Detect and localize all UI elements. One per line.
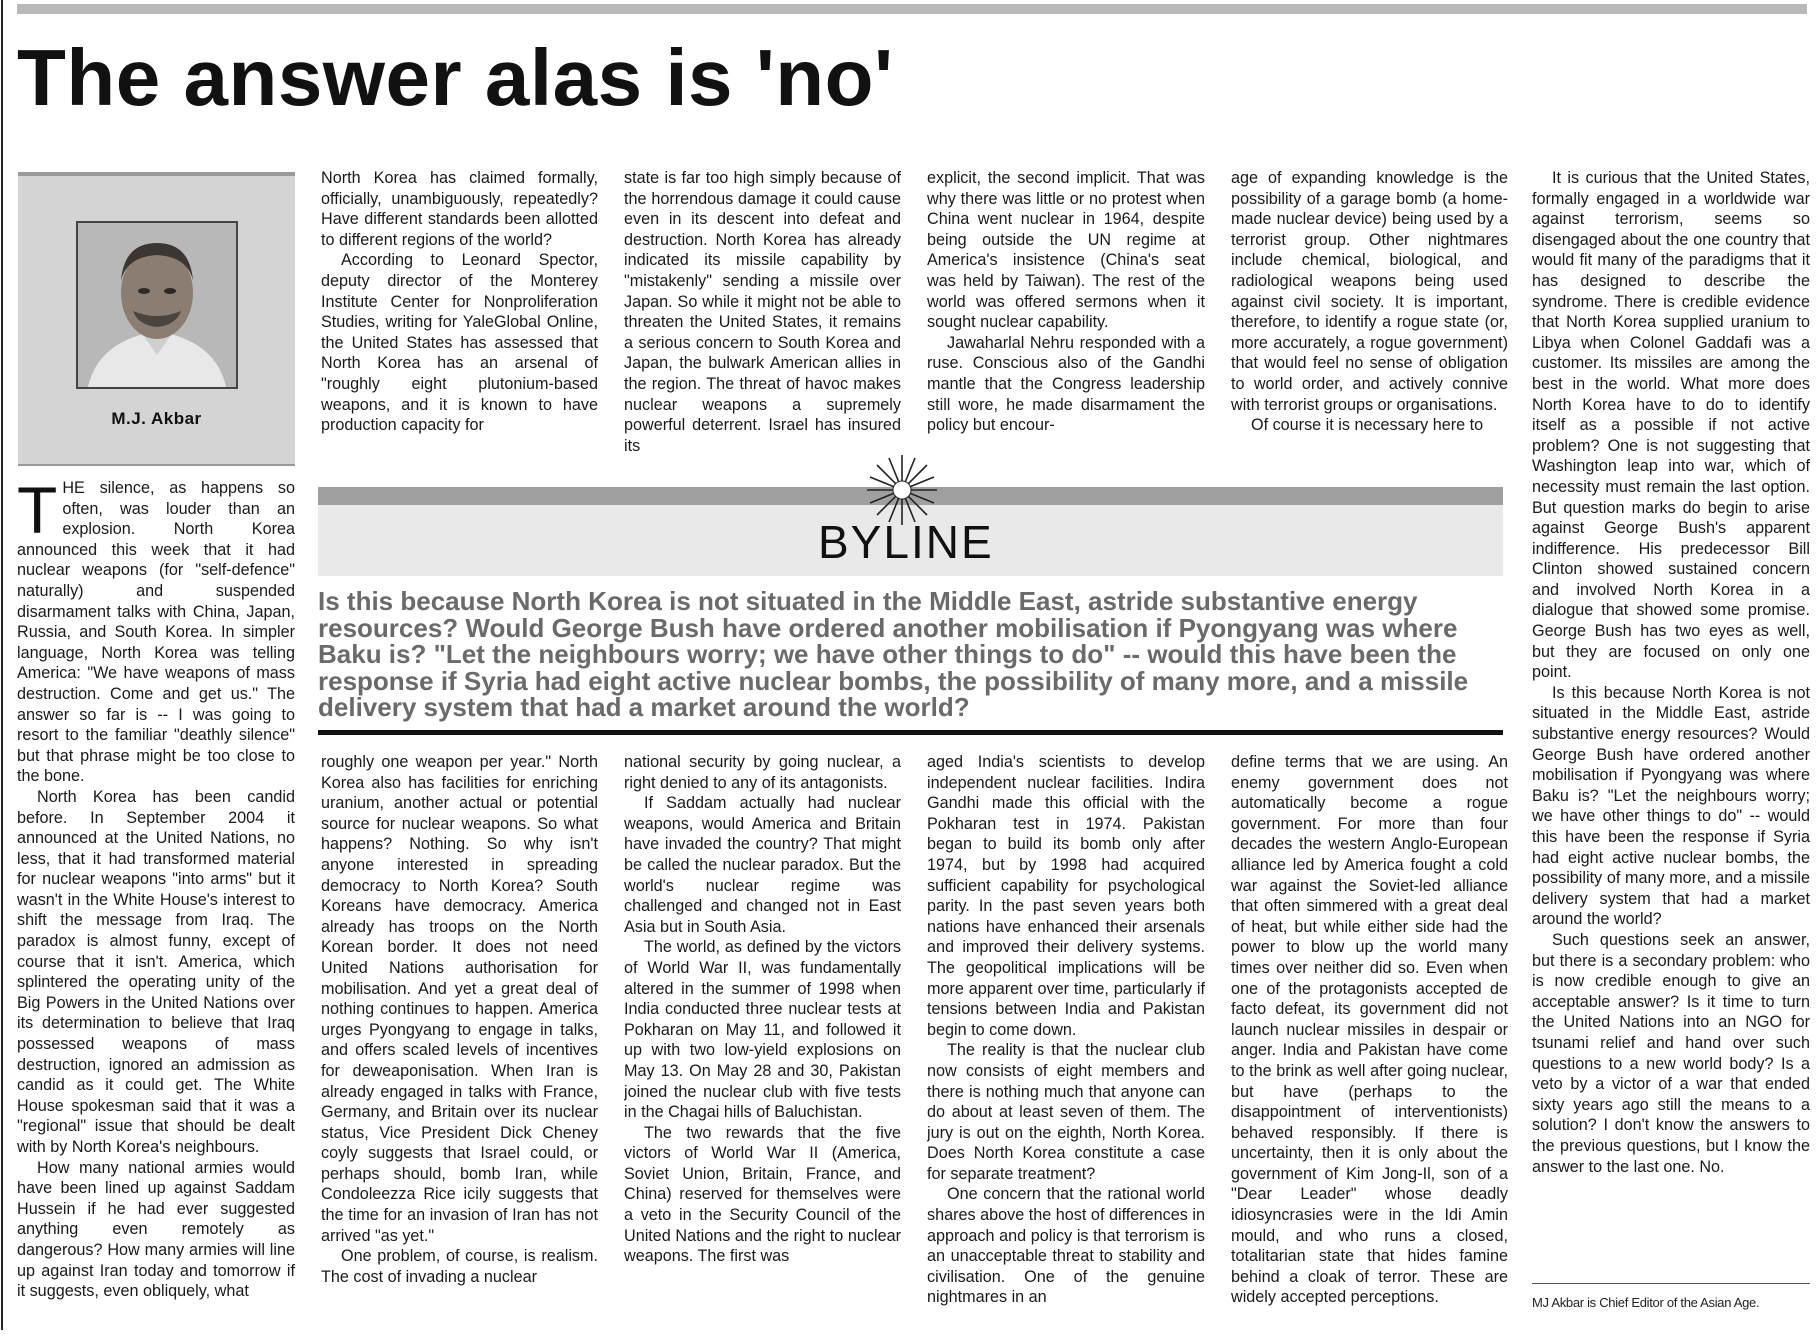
- column-3-bottom: [624, 752, 901, 1330]
- pull-quote-rule: [318, 730, 1503, 735]
- col4-top-paragraph-1: explicit, the second implicit. That was why there was little or no protest when China went nuclear in 1964, despite being outside the UN regime at America's insistence (China's seat was held by Taiwan). The rest of the world was offered sermons when it sought nuclear capability.: [927, 169, 1205, 332]
- col2-bottom-paragraph-1: roughly one weapon per year." North Korea also has facilities for enriching uranium, another actual or potential source for nuclear weapons. So what happens? Nothing. So why isn't anyone interested in spreading democracy to North Korea? South Koreans have democracy. America already has troops on the North Korean border. It does not need United Nations authorisation for mobilisation. And yet a great deal of nothing continues to happen. America urges Pyongyang to engage in talks, and offers scaled levels of incentives for deweaponisation. When Iran is already engaged in talks with France, Germany, and Britain over its nuclear status, Vice President Dick Cheney coyly suggests that Israel could, or perhaps should, bomb Iran, while Condoleezza Rice icily suggests that the time for an invasion of Iran has not arrived "as yet.": [321, 753, 598, 1245]
- author-photo-illustration: [78, 223, 236, 387]
- column-2-top: [321, 168, 598, 458]
- column-4-top: [927, 168, 1205, 458]
- byline-label: BYLINE: [818, 516, 994, 568]
- column-1: [17, 478, 295, 1328]
- col4-bottom-paragraph-3: One concern that the rational world shares above the host of differences in approach and policy is that terrorism is an unacceptable threat to stability and civilisation. One of the genuine nightmares in an: [927, 1185, 1205, 1307]
- col3-bottom-paragraph-3: The world, as defined by the victors of World War II, was fundamentally altered in the summer of 1998 when India conducted three nuclear tests at Pokharan on May 11, and followed it up with two low-yield explosions on May 13. On May 28 and 30, Pakistan joined the nuclear club with five tests in the Chagai hills of Baluchistan.: [624, 938, 901, 1122]
- col2-bottom-paragraph-2: One problem, of course, is realism. The cost of invading a nuclear: [321, 1247, 598, 1286]
- col4-bottom-paragraph-2: The reality is that the nuclear club now consists of eight members and there is nothing much that anyone can do about at least seven of them. The jury is out on the eighth, North Korea. Does North Korea constitute a case for separate treatment?: [927, 1041, 1205, 1183]
- author-box: [18, 172, 295, 466]
- author-photo: [76, 221, 238, 389]
- col1-paragraph-2: North Korea has been candid before. In September 2004 it announced at the United Nations, no less, that it had transformed material for nuclear weapons "into arms" but it wasn't in the White House's interest to shift the message from Iraq. The paradox is almost funny, except of course that it isn't. America, which splintered the operating unity of the Big Powers in the United Nations over its determination to believe that Iraq possessed weapons of mass destruction, ignored an admission as candid as it could get. The White House spokesman said that it was a "regional" issue that should be dealt with by North Korea's neighbours.: [17, 787, 295, 1156]
- top-gray-bar: [17, 4, 1807, 14]
- col2-top-paragraph-2: According to Leonard Spector, deputy director of the Monterey Institute Center for Nonproliferation Studies, writing for YaleGlobal Online, the United States has assessed that North Korea has an arsenal of "roughly eight plutonium-based weapons, and it is known to have production capacity for: [321, 251, 598, 435]
- col2-top-paragraph-1: North Korea has claimed formally, officially, unambiguously, repeatedly? Have different standards been allotted to different regions of the world?: [321, 169, 598, 249]
- col3-top-paragraph-1: state is far too high simply because of the horrendous damage it could cause even in its descent into defeat and destruction. North Korea has already indicated its missile capability by "mistakenly" sending a missile over Japan. So while it might not be able to threaten the United States, it remains a serious concern to South Korea and Japan, the bulwark American allies in the region. The threat of havoc makes nuclear weapons a supremely powerful deterrent. Israel has insured its: [624, 169, 901, 455]
- footnote-rule: [1532, 1283, 1810, 1284]
- author-name: M.J. Akbar: [111, 409, 202, 428]
- column-4-bottom: [927, 752, 1205, 1330]
- pull-quote: Is this because North Korea is not situated in the Middle East, astride substantive energy resources? Would George Bush have ordered another mobilisation if Pyongyang was where Baku is? "Let the neighbours worry; we have other things to do" -- would this have been the response if Syria had eight active nuclear bombs, the possibility of many more, and a missile delivery system that had a market around the world?: [318, 586, 1469, 722]
- column-5-top: [1231, 168, 1508, 458]
- col5-top-paragraph-1: age of expanding knowledge is the possibility of a garage bomb (a home-made nuclear device) being used by a terrorist group. Other nightmares include chemical, biological, and radiological weapons being used against civil society. It is important, therefore, to identify a rogue state (or, more accurately, a rogue government) that would feel no sense of obligation to world order, and actively connive with terrorist groups or organisations.: [1231, 169, 1508, 414]
- headline: The answer alas is 'no': [17, 33, 894, 122]
- column-6: [1532, 168, 1810, 1273]
- col3-bottom-paragraph-4: The two rewards that the five victors of World War II (America, Soviet Union, Britain, France, and China) reserved for themselves were a veto in the Security Council of the United Nations and the right to nuclear weapons. The first was: [624, 1123, 901, 1266]
- col3-bottom-paragraph-2: If Saddam actually had nuclear weapons, would America and Britain have invaded the country? That might be called the nuclear paradox. But the world's nuclear regime was challenged and changed not in East Asia but in South Asia.: [624, 794, 901, 936]
- col1-paragraph-1: HE silence, as happens so often, was louder than an explosion. North Korea announced this week that it had nuclear weapons (for "self-defence" naturally) and suspended disarmament talks with China, Japan, Russia, and South Korea. In simpler language, North Korea was telling America: "We have weapons of mass destruction. Come and get us." The answer so far is -- I was going to resort to the familiar "deathly silence" but that phrase might be too close to the bone.: [17, 479, 295, 786]
- col6-paragraph-2: Is this because North Korea is not situated in the Middle East, astride substantive energy resources? Would George Bush have ordered another mobilisation if Pyongyang was where Baku is? "Let the neighbours worry; we have other things to do" -- would this have been the response if Syria had eight active nuclear bombs, the possibility of many more, and a missile delivery system that had a market around the world?: [1532, 683, 1810, 929]
- col3-bottom-paragraph-1: national security by going nuclear, a right denied to any of its antagonists.: [624, 753, 901, 792]
- col5-top-paragraph-2: Of course it is necessary here to: [1251, 416, 1484, 435]
- column-5-bottom: [1231, 752, 1508, 1330]
- col6-paragraph-1: It is curious that the United States, formally engaged in a worldwide war against terrorism, seems so disengaged about the one country that would fit many of the paradigms that it has designed to describe the syndrome. There is credible evidence that North Korea supplied uranium to Libya when Colonel Gaddafi was a customer. Its missiles are among the best in the world. What more does North Korea have to do to identify itself as a possible if not active problem? One is not suggesting that Washington leap into war, which of necessity must remain the last option. But question marks do begin to arise against George Bush's apparent indifference. His predecessor Bill Clinton showed sustained concern and involved North Korea in a dialogue that showed some promise. George Bush has two eyes as well, but they are focused on only one point.: [1532, 169, 1810, 682]
- col6-paragraph-3: Such questions seek an answer, but there is a secondary problem: who is now credible enough to give an acceptable answer? Is it time to turn the United Nations into an NGO for tsunami relief and hand over such questions to a new world body? Is a veto by a victor of a war that ended sixty years ago still the means to a solution? I don't know the answers to the previous questions, but I know the answer to the last one. No.: [1532, 930, 1810, 1176]
- col4-top-paragraph-2: Jawaharlal Nehru responded with a ruse. Conscious also of the Gandhi mantle that the Congress leadership still wore, he made disarmament the policy but encour-: [927, 333, 1205, 435]
- col4-bottom-paragraph-1: aged India's scientists to develop independent nuclear facilities. Indira Gandhi made this official with the Pokharan test in 1974. Pakistan began to build its bomb only after 1974, but by 1998 had acquired sufficient capability for psychological parity. In the past seven years both nations have enhanced their arsenals and improved their delivery systems. The geopolitical implications will be more apparent over time, particularly if tensions between India and Pakistan begin to come down.: [927, 753, 1205, 1039]
- col1-paragraph-3: How many national armies would have been lined up against Saddam Hussein if he had ever suggested anything even remotely as dangerous? How many armies will line up against Iran today and tomorrow if it suggests, even obliquely, what: [17, 1158, 295, 1301]
- column-3-top: [624, 168, 901, 458]
- drop-cap: T: [17, 478, 58, 547]
- page-left-rule: [1, 0, 3, 1330]
- author-footnote: MJ Akbar is Chief Editor of the Asian Age.: [1532, 1295, 1760, 1310]
- column-2-bottom: [321, 752, 598, 1330]
- col5-bottom-paragraph-1: define terms that we are using. An enemy government does not automatically become a rogue government. For more than four decades the western Anglo-European alliance led by America fought a cold war against the Soviet-led alliance that often simmered with a great deal of heat, but while either side had the power to blow up the world many times over neither did so. Even when one of the protagonists accepted de facto defeat, its government did not launch nuclear missiles in despair or anger. India and Pakistan have come to the brink as well after going nuclear, but have (perhaps to the disappointment of interventionists) behaved responsibly. If there is uncertainty, then it is only about the government of Kim Jong-Il, son of a "Dear Leader" whose deadly idiosyncrasies were in the Idi Amin mould, and who runs a closed, totalitarian state that hides famine behind a cloak of terror. These are widely accepted perceptions.: [1231, 753, 1508, 1307]
